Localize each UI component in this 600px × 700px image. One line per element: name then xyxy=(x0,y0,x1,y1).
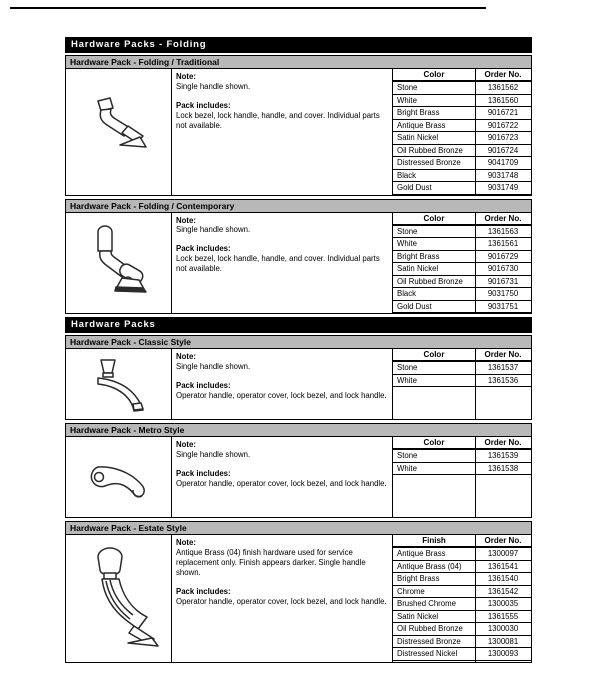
note-cell xyxy=(172,69,393,195)
table-row xyxy=(393,169,531,182)
pack-includes-text: Lock bezel, lock handle, handle, and cover. Individual parts not available. xyxy=(176,254,380,274)
table-row xyxy=(393,238,531,251)
order-table-cell xyxy=(393,213,531,314)
finish-name-cell: Satin Nickel xyxy=(393,610,475,623)
finish-name-cell: White xyxy=(393,238,475,251)
order-table-cell xyxy=(393,437,531,517)
parts-table xyxy=(393,349,531,387)
hardware-pack-section xyxy=(65,335,532,420)
pack-includes-label: Pack includes: xyxy=(176,244,231,254)
order-no-cell: 1300093 xyxy=(475,648,531,661)
order-no-cell: 1300081 xyxy=(475,635,531,648)
table-row xyxy=(393,648,531,661)
order-no-cell: 9031751 xyxy=(475,300,531,313)
section-header-label: Hardware Pack - Folding / Traditional xyxy=(70,57,220,67)
finish-name-cell: Chrome xyxy=(393,585,475,598)
top-rule xyxy=(10,7,486,9)
table-row xyxy=(393,144,531,157)
order-no-cell: 1300097 xyxy=(475,547,531,560)
column-header-finish: Color xyxy=(393,213,475,225)
column-header-order-no: Order No. xyxy=(475,535,531,547)
table-row xyxy=(393,94,531,107)
order-no-cell: 1361538 xyxy=(475,462,531,475)
product-image-cell xyxy=(66,535,172,662)
order-table-cell xyxy=(393,349,531,419)
table-row xyxy=(393,547,531,560)
order-no-cell: 9016721 xyxy=(475,107,531,120)
note-text: Antique Brass (04) finish hardware used for service replacement only. Finish appears darker. Single handle shown. xyxy=(176,547,366,577)
content xyxy=(65,37,532,666)
table-row xyxy=(393,573,531,586)
table-row xyxy=(393,157,531,170)
table-header-row xyxy=(393,213,531,225)
order-no-cell: 9041709 xyxy=(475,157,531,170)
table-row xyxy=(393,225,531,238)
finish-name-cell: Bright Brass xyxy=(393,107,475,120)
finish-name-cell: Antique Brass (04) xyxy=(393,560,475,573)
order-no-cell: 9031750 xyxy=(475,288,531,301)
product-image-cell xyxy=(66,213,172,314)
metro-style-handle-icon xyxy=(84,449,154,505)
group-header-label: Hardware Packs - Folding xyxy=(71,39,207,50)
order-no-cell: 1361560 xyxy=(475,94,531,107)
note-text: Single handle shown. xyxy=(176,449,251,459)
table-row xyxy=(393,449,531,462)
finish-name-cell: Distressed Nickel xyxy=(393,648,475,661)
order-table-cell xyxy=(393,535,531,662)
parts-table xyxy=(393,535,531,661)
finish-name-cell: Oil Rubbed Bronze xyxy=(393,623,475,636)
table-row xyxy=(393,462,531,475)
finish-name-cell: Oil Rubbed Bronze xyxy=(393,275,475,288)
section-header-label: Hardware Pack - Estate Style xyxy=(70,523,187,533)
pack-includes-text: Operator handle, operator cover, lock bezel, and lock handle. xyxy=(176,478,387,488)
note-cell xyxy=(172,349,393,419)
table-row xyxy=(393,132,531,145)
parts-table xyxy=(393,437,531,475)
note-label: Note: xyxy=(176,72,196,81)
section-header-bar xyxy=(65,335,532,349)
finish-name-cell: Satin Nickel xyxy=(393,263,475,276)
table-row xyxy=(393,560,531,573)
section-body xyxy=(65,68,532,196)
section-header-label: Hardware Pack - Folding / Contemporary xyxy=(70,200,235,211)
section-header-label: Hardware Pack - Metro Style xyxy=(70,425,185,435)
pack-includes-label: Pack includes: xyxy=(176,468,231,478)
note-label: Note: xyxy=(176,440,196,449)
table-row xyxy=(393,81,531,94)
order-no-cell: 9016722 xyxy=(475,119,531,132)
order-no-cell: 9016730 xyxy=(475,263,531,276)
table-header-row xyxy=(393,437,531,449)
table-row xyxy=(393,288,531,301)
order-no-cell: 9016731 xyxy=(475,275,531,288)
table-row xyxy=(393,585,531,598)
finish-name-cell: Satin Nickel xyxy=(393,132,475,145)
column-header-finish: Color xyxy=(393,437,475,449)
pack-includes-label: Pack includes: xyxy=(176,380,231,390)
pack-includes-text: Lock bezel, lock handle, handle, and cover. Individual parts not available. xyxy=(176,110,380,130)
order-no-cell: 9016724 xyxy=(475,144,531,157)
column-header-finish: Color xyxy=(393,69,475,81)
order-no-cell: 1361562 xyxy=(475,81,531,94)
hardware-pack-section xyxy=(65,423,532,518)
folding-contemporary-handle-icon xyxy=(84,220,154,305)
column-header-order-no: Order No. xyxy=(475,69,531,81)
order-table-cell xyxy=(393,69,531,195)
order-no-cell: 9016729 xyxy=(475,250,531,263)
note-cell xyxy=(172,213,393,314)
note-cell xyxy=(172,535,393,662)
finish-name-cell: Black xyxy=(393,169,475,182)
finish-name-cell: White xyxy=(393,94,475,107)
table-row xyxy=(393,119,531,132)
group-header-bar xyxy=(65,37,532,53)
table-row xyxy=(393,250,531,263)
column-header-order-no: Order No. xyxy=(475,437,531,449)
note-text: Single handle shown. xyxy=(176,361,251,371)
note-text: Single handle shown. xyxy=(176,225,251,235)
group-header-label: Hardware Packs xyxy=(71,319,156,330)
column-header-finish: Finish xyxy=(393,535,475,547)
finish-name-cell: Gold Dust xyxy=(393,182,475,195)
order-no-cell: 1361542 xyxy=(475,585,531,598)
note-text: Single handle shown. xyxy=(176,81,251,91)
section-header-bar xyxy=(65,521,532,535)
pack-includes-label: Pack includes: xyxy=(176,586,231,596)
order-no-cell: 1361540 xyxy=(475,573,531,586)
section-header-bar xyxy=(65,423,532,437)
table-row xyxy=(393,182,531,195)
product-image-cell xyxy=(66,69,172,195)
table-row xyxy=(393,107,531,120)
finish-name-cell: Black xyxy=(393,288,475,301)
finish-name-cell: Stone xyxy=(393,449,475,462)
order-no-cell: 1361539 xyxy=(475,449,531,462)
finish-name-cell: Oil Rubbed Bronze xyxy=(393,144,475,157)
table-header-row xyxy=(393,349,531,361)
table-row xyxy=(393,623,531,636)
hardware-pack-section xyxy=(65,199,532,315)
order-no-cell: 1361563 xyxy=(475,225,531,238)
parts-table xyxy=(393,213,531,314)
parts-table xyxy=(393,69,531,195)
folding-traditional-handle-icon xyxy=(84,94,154,169)
note-cell xyxy=(172,437,393,517)
order-no-cell: 1361555 xyxy=(475,610,531,623)
hardware-pack-section xyxy=(65,521,532,663)
product-image-cell xyxy=(66,349,172,419)
hardware-pack-section xyxy=(65,55,532,196)
order-no-cell: 1361536 xyxy=(475,374,531,387)
order-no-cell: 9031748 xyxy=(475,169,531,182)
section-body xyxy=(65,212,532,315)
section-body xyxy=(65,436,532,518)
pack-includes-label: Pack includes: xyxy=(176,100,231,110)
note-label: Note: xyxy=(176,352,196,361)
order-no-cell: 1361537 xyxy=(475,361,531,374)
classic-style-handle-icon xyxy=(81,356,157,412)
note-label: Note: xyxy=(176,538,196,547)
table-row xyxy=(393,635,531,648)
column-header-order-no: Order No. xyxy=(475,349,531,361)
order-no-cell: 1361561 xyxy=(475,238,531,251)
order-no-cell: 9016723 xyxy=(475,132,531,145)
table-row xyxy=(393,598,531,611)
finish-name-cell: White xyxy=(393,374,475,387)
column-header-finish: Color xyxy=(393,349,475,361)
section-header-bar xyxy=(65,199,532,213)
note-label: Note: xyxy=(176,215,196,225)
table-header-row xyxy=(393,69,531,81)
finish-name-cell: Distressed Bronze xyxy=(393,635,475,648)
table-row xyxy=(393,275,531,288)
estate-style-handle-icon xyxy=(76,546,162,652)
order-no-cell: 9031749 xyxy=(475,182,531,195)
table-row xyxy=(393,263,531,276)
section-body xyxy=(65,534,532,663)
finish-name-cell: Stone xyxy=(393,81,475,94)
finish-name-cell: Brushed Chrome xyxy=(393,598,475,611)
table-row xyxy=(393,374,531,387)
section-header-label: Hardware Pack - Classic Style xyxy=(70,337,191,347)
order-no-cell: 1300030 xyxy=(475,623,531,636)
pack-includes-text: Operator handle, operator cover, lock bezel, and lock handle. xyxy=(176,390,387,400)
section-body xyxy=(65,348,532,420)
order-no-cell: 1361541 xyxy=(475,560,531,573)
table-header-row xyxy=(393,535,531,547)
product-image-cell xyxy=(66,437,172,517)
table-row xyxy=(393,610,531,623)
table-row xyxy=(393,300,531,313)
finish-name-cell: Stone xyxy=(393,225,475,238)
finish-name-cell: Gold Dust xyxy=(393,300,475,313)
order-no-cell: 1300035 xyxy=(475,598,531,611)
finish-name-cell: Antique Brass xyxy=(393,119,475,132)
finish-name-cell: Distressed Bronze xyxy=(393,157,475,170)
column-header-order-no: Order No. xyxy=(475,213,531,225)
finish-name-cell: Bright Brass xyxy=(393,250,475,263)
group-header-bar xyxy=(65,317,532,333)
section-header-bar xyxy=(65,55,532,69)
finish-name-cell: Stone xyxy=(393,361,475,374)
pack-includes-text: Operator handle, operator cover, lock bezel, and lock handle. xyxy=(176,596,387,606)
finish-name-cell: Bright Brass xyxy=(393,573,475,586)
table-row xyxy=(393,361,531,374)
finish-name-cell: Antique Brass xyxy=(393,547,475,560)
finish-name-cell: White xyxy=(393,462,475,475)
